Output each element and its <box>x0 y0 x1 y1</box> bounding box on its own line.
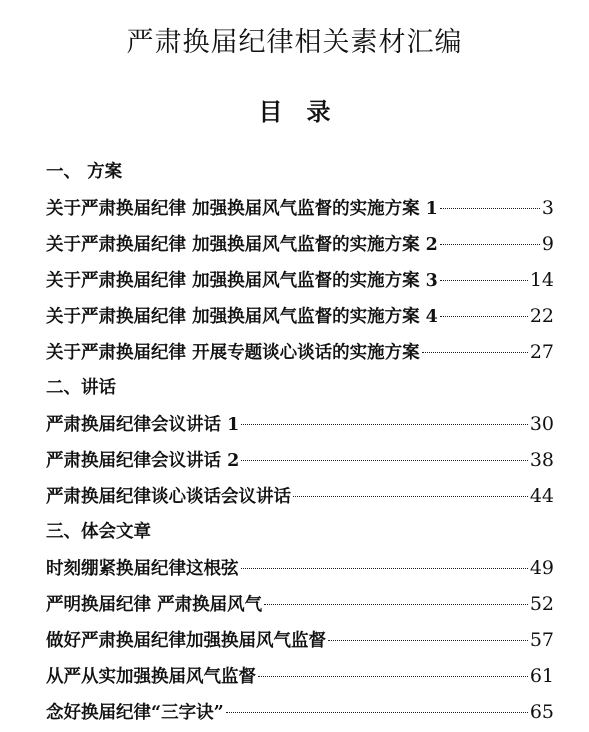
document-title: 严肃换届纪律相关素材汇编 <box>126 27 463 58</box>
dot-leader <box>241 424 528 425</box>
toc-entry[interactable] <box>46 262 554 298</box>
toc-entry[interactable] <box>46 298 554 334</box>
dot-leader <box>241 568 528 569</box>
dot-leader <box>328 640 528 641</box>
toc-entry-label: 关于严肃换届纪律 加强换届风气监督的实施方案 3 <box>46 271 438 291</box>
toc-entry-page: 14 <box>529 269 554 291</box>
section-heading-speeches: 二、讲话 <box>46 378 116 398</box>
dot-leader <box>440 316 528 317</box>
toc-entry[interactable] <box>46 550 554 586</box>
toc-entry-page: 38 <box>529 449 554 471</box>
toc-entry-page: 49 <box>529 557 554 579</box>
toc-entry-label: 念好换届纪律“三字诀” <box>46 703 224 723</box>
toc-entry[interactable] <box>46 622 554 658</box>
toc-entry[interactable] <box>46 406 554 442</box>
dot-leader <box>440 208 540 209</box>
toc-entry-label: 做好严肃换届纪律加强换届风气监督 <box>46 631 326 651</box>
toc-entry[interactable] <box>46 694 554 730</box>
toc-entry-page: 22 <box>529 305 554 327</box>
toc-entry-page: 65 <box>529 701 554 723</box>
dot-leader <box>226 712 528 713</box>
toc-entry[interactable] <box>46 586 554 622</box>
toc-entry[interactable] <box>46 226 554 262</box>
toc-entry-page: 9 <box>541 233 554 255</box>
dot-leader <box>440 244 540 245</box>
dot-leader <box>422 352 528 353</box>
dot-leader <box>293 496 528 497</box>
toc-entry-page: 30 <box>529 413 554 435</box>
toc-entry-label: 严肃换届纪律谈心谈话会议讲话 <box>46 487 291 507</box>
section-heading-articles: 三、体会文章 <box>46 522 151 542</box>
toc-entry-label: 关于严肃换届纪律 开展专题谈心谈话的实施方案 <box>46 343 420 363</box>
toc-entry[interactable] <box>46 190 554 226</box>
toc-entry-label: 关于严肃换届纪律 加强换届风气监督的实施方案 1 <box>46 199 438 219</box>
table-of-contents <box>46 154 554 730</box>
section-heading-plans: 一、 方案 <box>46 162 123 182</box>
toc-entry-label: 关于严肃换届纪律 加强换届风气监督的实施方案 2 <box>46 235 438 255</box>
dot-leader <box>241 460 528 461</box>
toc-entry-page: 61 <box>529 665 554 687</box>
toc-entry-label: 关于严肃换届纪律 加强换届风气监督的实施方案 4 <box>46 307 438 327</box>
toc-entry[interactable] <box>46 442 554 478</box>
toc-entry[interactable] <box>46 478 554 514</box>
dot-leader <box>264 604 528 605</box>
toc-entry-label: 严明换届纪律 严肃换届风气 <box>46 595 263 615</box>
toc-entry-page: 3 <box>541 197 554 219</box>
toc-heading: 目 录 <box>258 97 331 126</box>
toc-entry-label: 严肃换届纪律会议讲话 2 <box>46 451 240 471</box>
toc-entry-page: 44 <box>529 485 554 507</box>
dot-leader <box>258 676 528 677</box>
toc-entry-page: 57 <box>529 629 554 651</box>
toc-entry-label: 时刻绷紧换届纪律这根弦 <box>46 559 239 579</box>
toc-entry-page: 27 <box>529 341 554 363</box>
toc-entry[interactable] <box>46 658 554 694</box>
toc-entry[interactable] <box>46 334 554 370</box>
toc-entry-label: 从严从实加强换届风气监督 <box>46 667 256 687</box>
toc-entry-label: 严肃换届纪律会议讲话 1 <box>46 415 240 435</box>
toc-entry-page: 52 <box>529 593 554 615</box>
dot-leader <box>440 280 528 281</box>
